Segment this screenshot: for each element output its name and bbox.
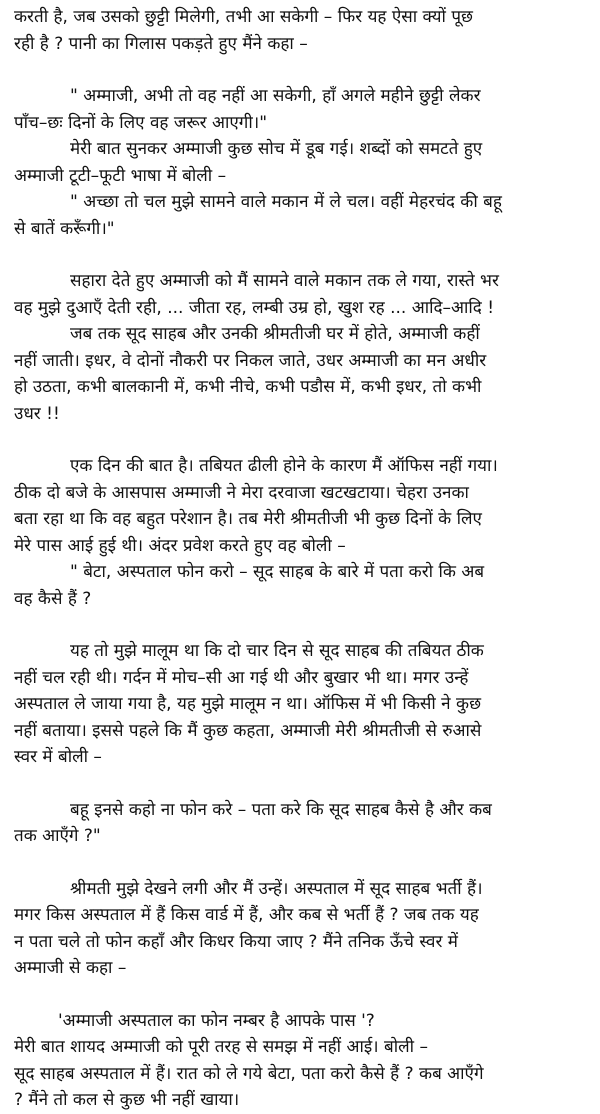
- text-line: वह मुझे दुआएँ देती रही, ... जीता रह, लम्बी उम्र हो, खुश रह ... आदि–आदि !: [14, 297, 495, 318]
- paragraph: [14, 797, 586, 850]
- paragraph: [14, 4, 586, 57]
- text-line: मेरी बात शायद अम्माजी को पूरी तरह से समझ में नहीं आई। बोली –: [14, 1037, 428, 1057]
- text-line: करती है, जब उसको छुट्टी मिलेगी, तभी आ सकेगी – फिर यह ऐसा क्यों पूछ: [14, 7, 473, 27]
- text-line: मगर किस अस्पताल में हैं किस वार्ड में हैं, और कब से भर्ती हैं ? जब तक यह: [14, 905, 479, 925]
- text-line: हो उठता, कभी बालकानी में, कभी नीचे, कभी पडौस में, कभी इधर, तो कभी: [14, 377, 482, 397]
- text-line: " अच्छा तो चल मुझे सामने वाले मकान में ले चल। वहीं मेहरचंद की बहू: [70, 192, 502, 212]
- text-line: सूद साहब अस्पताल में हैं। रात को ले गये बेटा, पता करो कैसे हैं ? कब आएँगे: [14, 1063, 484, 1084]
- text-line: " बेटा, अस्पताल फोन करो – सूद साहब के बारे में पता करो कि अब: [70, 562, 485, 582]
- text-line: नहीं चल रही थी। गर्दन में मोच–सी आ गई थी और बुखार भी था। मगर उन्हें: [14, 667, 469, 688]
- text-line: बहू इनसे कहो ना फोन करे – पता करे कि सूद साहब कैसे है और कब: [70, 799, 492, 820]
- paragraph: [14, 453, 586, 559]
- text-line: नहीं बताया। इससे पहले कि मैं कुछ कहता, अम्माजी मेरी श्रीमतीजी से रुआसे: [14, 720, 482, 741]
- spacer: [14, 612, 586, 638]
- text-line: तक आएँगे ?": [14, 826, 101, 846]
- text-line: अम्माजी टूटी–फूटी भाषा में बोली –: [14, 165, 227, 186]
- paragraph: [14, 1008, 586, 1114]
- text-line: उधर !!: [14, 403, 60, 424]
- text-line: अम्माजी से कहा –: [14, 958, 127, 978]
- text-line: यह तो मुझे मालूम था कि दो चार दिन से सूद साहब की तबियत ठीक: [70, 641, 484, 661]
- text-line: नहीं जाती। इधर, वे दोनों नौकरी पर निकल जाते, उधर अम्माजी का मन अधीर: [14, 350, 487, 371]
- text-line: मेरी बात सुनकर अम्माजी कुछ सोच में डूब गई। शब्दों को समटते हुए: [70, 139, 483, 159]
- spacer: [14, 427, 586, 453]
- text-line: सहारा देते हुए अम्माजी को मैं सामने वाले मकान तक ले गया, रास्ते भर: [70, 271, 499, 291]
- paragraph: [14, 321, 586, 427]
- spacer: [14, 771, 586, 797]
- text-line: ? मैंने तो कल से कुछ भी नहीं खाया।: [14, 1090, 240, 1110]
- paragraph: [14, 136, 586, 189]
- paragraph: [14, 268, 586, 321]
- spacer: [14, 242, 586, 268]
- text-line: श्रीमती मुझे देखने लगी और मैं उन्हें। अस्पताल में सूद साहब भर्ती हैं।: [70, 878, 483, 899]
- text-line: न पता चले तो फोन कहाँ और किधर किया जाए ? मैंने तनिक ऊँचे स्वर में: [14, 931, 458, 952]
- text-line: से बातें करूँगी।": [14, 218, 115, 239]
- text-line: 'अम्माजी अस्पताल का फोन नम्बर है आपके पास '?: [58, 1010, 375, 1031]
- text-line: एक दिन की बात है। तबियत ढीली होने के कारण मैं ऑफिस नहीं गया।: [70, 456, 498, 476]
- spacer: [14, 57, 586, 83]
- text-line: " अम्माजी, अभी तो वह नहीं आ सकेगी, हाँ अगले महीने छुट्टी लेकर: [70, 86, 481, 106]
- spacer: [14, 982, 586, 1008]
- text-line: मेरे पास आई हुई थी। अंदर प्रवेश करते हुए वह बोली –: [14, 535, 346, 556]
- paragraph: [14, 559, 586, 612]
- paragraph: [14, 638, 586, 771]
- text-line: स्वर में बोली –: [14, 747, 102, 767]
- text-line: ठीक दो बजे के आसपास अम्माजी ने मेरा दरवाजा खटखटाया। चेहरा उनका: [14, 482, 469, 503]
- spacer: [14, 850, 586, 876]
- paragraph: [14, 876, 586, 982]
- text-line: पाँच–छः दिनों के लिए वह जरूर आएगी।": [14, 112, 268, 133]
- paragraph: [14, 189, 586, 242]
- text-line: रही है ? पानी का गिलास पकड़ते हुए मैंने कहा –: [14, 33, 308, 54]
- text-line: जब तक सूद साहब और उनकी श्रीमतीजी घर में होते, अम्माजी कहीं: [70, 324, 480, 344]
- paragraph: [14, 83, 586, 136]
- text-line: वह कैसे हैं ?: [14, 588, 92, 609]
- text-line: बता रहा था कि वह बहुत परेशान है। तब मेरी श्रीमतीजी भी कुछ दिनों के लिए: [14, 509, 482, 529]
- text-line: अस्पताल ले जाया गया है, यह मुझे मालूम न था। ऑफिस में भी किसी ने कुछ: [14, 694, 481, 714]
